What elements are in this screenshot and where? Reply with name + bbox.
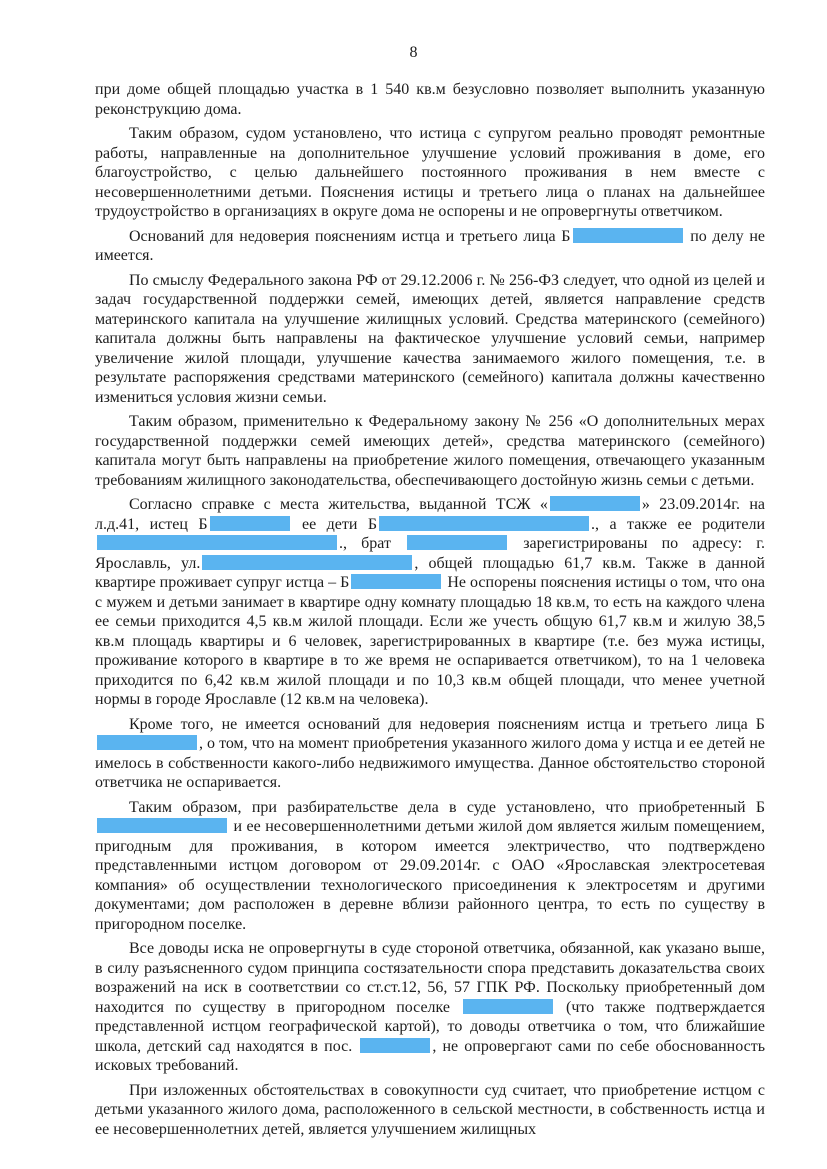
paragraph-5: Таким образом, применительно к Федеральному закону № 256 «О дополнительных мерах государственной поддержки семей имеющих детей», средства материнского (семейного) капитала могут быть направлены на приобретение жилого помещения, отвечающего указанным требованиям жилищного законодательства, обеспечивающего достойную жизнь семьи с детьми. — [95, 413, 765, 489]
paragraph-6-text-e: ., брат — [339, 535, 391, 552]
paragraph-4: По смыслу Федерального закона РФ от 29.12.2006 г. № 256-ФЗ следует, что одной из целей и задач государственной поддержки семей, имеющих детей, является направление средств материнского капитала на улучшение жилищных условий. Средства материнского (семейного) капитала должны быть направлены на фактическое улучшение условий семьи, например увеличение жилой площади, улучшение качества занимаемого жилого помещения, т.е. в результате распоряжения средствами материнского (семейного) капитала должны качественно измениться условия жизни семьи. — [95, 271, 765, 406]
redaction-mark — [97, 735, 197, 750]
document-body — [95, 80, 765, 1144]
paragraph-8 — [95, 798, 765, 935]
paragraph-6-text-f: зарегистрированы по адресу: г. Ярославль, ул. — [95, 535, 766, 572]
redaction-mark — [202, 555, 412, 570]
paragraph-6-text-b: » 23.09.2014г. на л.д.41, истец Б — [95, 496, 765, 533]
page-number: 8 — [409, 44, 418, 61]
paragraph-6-text-c: ее дети Б — [301, 515, 378, 533]
paragraph-7 — [95, 715, 765, 793]
redaction-mark — [573, 228, 683, 243]
paragraph-8-text-b: и ее несовершеннолетними детьми жилой дом является жилым помещением, пригодным для проживания, в котором имеется электричество, что подтверждено представленными истцом договором от 29.09.2014г. с ОАО «Ярославская электросетевая компания» об осуществлении технологического присоединения к электросетям и другими документами; дом расположен в деревне вблизи районного центра, то есть по существу в пригородном поселке. — [95, 818, 766, 933]
paragraph-6-text-d: ., а также ее родители — [591, 515, 766, 533]
paragraph-6-text-a: Согласно справке с места жительства, выданной ТСЖ « — [129, 496, 548, 513]
paragraph-9-text-c: , не опровергают сами по себе обоснованность исковых требований. — [95, 1037, 765, 1074]
paragraph-7-text-b: , о том, что на момент приобретения указанного жилого дома у истца и ее детей не имелось в собственности какого-либо недвижимого имущества. Данное обстоятельство стороной ответчика не оспаривается. — [95, 735, 765, 791]
paragraph-9 — [95, 939, 765, 1076]
redaction-mark — [351, 574, 441, 589]
paragraph-10: При изложенных обстоятельствах в совокупности суд считает, что приобретение истцом с детьми указанного жилого дома, расположенного в сельской местности, в собственность истца и ее несовершеннолетних детей, является улучшением жилищных — [95, 1081, 765, 1138]
paragraph-3 — [95, 227, 765, 266]
redaction-mark — [463, 999, 553, 1014]
redaction-mark — [210, 516, 290, 531]
paragraph-1: при доме общей площадью участка в 1 540 кв.м безусловно позволяет выполнить указанную реконструкцию дома. — [95, 81, 765, 118]
redaction-mark — [97, 818, 227, 833]
paragraph-2: Таким образом, судом установлено, что истица с супругом реально проводят ремонтные работы, направленные на дополнительное улучшение условий проживания в доме, его благоустройство, с целью дальнейшего постоянного проживания в нем вместе с несовершеннолетними детьми. Пояснения истицы и третьего лица о планах на дальнейшее трудоустройство в организациях в округе дома не оспорены и не опровергнуты ответчиком. — [95, 125, 765, 220]
paragraph-3-text-a: Оснований для недоверия пояснениям истца и третьего лица Б — [129, 227, 571, 245]
paragraph-9-text-a: Все доводы иска не опровергнуты в суде стороной ответчика, обязанной, как указано выше, в силу разъясненного судом принципа состязательности спора представить доказательства своих возражений на иск в соответствии со ст.ст.12, 56, 57 ГПК РФ. Поскольку приобретенный дом находится по существу в пригородном поселке — [95, 940, 765, 1016]
paragraph-6 — [95, 495, 765, 710]
redaction-mark — [379, 516, 589, 531]
paragraph-8-text-a: Таким образом, при разбирательстве дела в суде установлено, что приобретенный Б — [129, 798, 765, 816]
paragraph-6-text-g: , общей площадью 61,7 кв.м. Также в данной квартире проживает супруг истца – Б — [95, 554, 765, 591]
paragraph-9-text-b: (что также подтверждается представленной истцом географической картой), то доводы ответчика о том, что ближайшие школа, детский сад находятся в пос. — [95, 998, 766, 1055]
redaction-mark — [97, 535, 337, 550]
paragraph-3-text-b: по делу не имеется. — [95, 227, 766, 264]
paragraph-7-text-a: Кроме того, не имеется оснований для недоверия пояснениям истца и третьего лица Б — [129, 715, 765, 733]
redaction-mark — [550, 496, 640, 511]
redaction-mark — [360, 1038, 430, 1053]
redaction-mark — [407, 535, 507, 550]
paragraph-6-text-h: Не оспорены пояснения истицы о том, что она с мужем и детьми занимает в квартире одну комнату площадью 18 кв.м, то есть на каждого члена ее семьи приходится 4,5 кв.м жилой площади. Если же учесть общую 61,7 кв.м и жилую 38,5 кв.м площадь квартиры и 6 человек, зарегистрированных в квартире (т.е. без мужа истицы, проживание которого в квартире в то же время не оспаривается ответчиком), то на 1 человека приходится по 6,42 кв.м жилой площади и по 10,3 кв.м общей площади, что менее учетной нормы в городе Ярославле (12 кв.м на человека). — [95, 574, 766, 708]
